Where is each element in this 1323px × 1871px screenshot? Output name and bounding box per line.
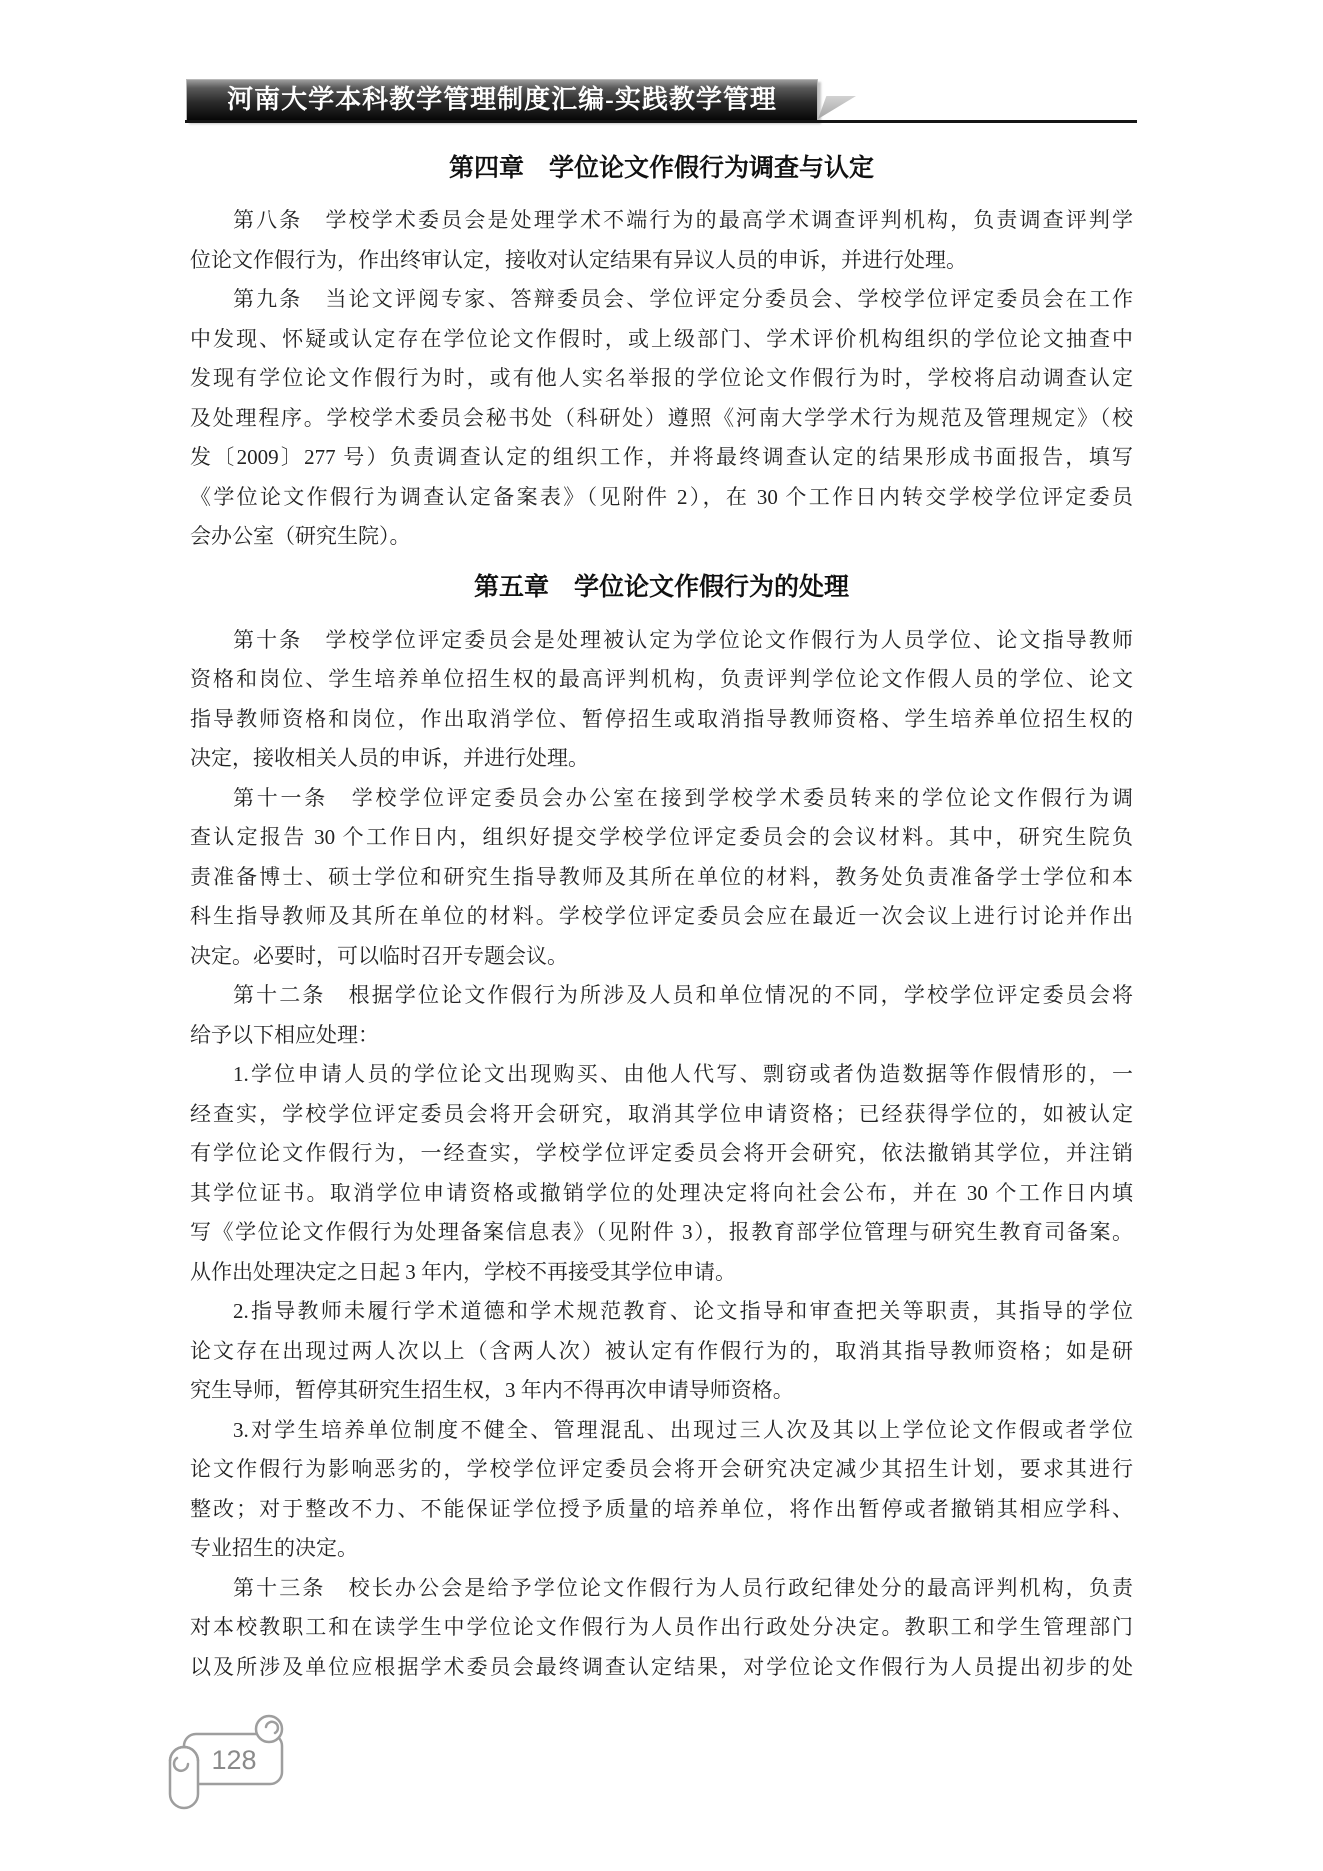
text-line: 第十一条 学校学位评定委员会办公室在接到学校学术委员转来的学位论文作假行为调 <box>233 785 1133 810</box>
text-line: 经查实，学校学位评定委员会将开会研究，取消其学位申请资格；已经获得学位的，如被认定 <box>190 1101 1133 1126</box>
chapter-5-title: 第五章 学位论文作假行为的处理 <box>473 572 849 601</box>
document-content <box>190 0 1133 1687</box>
text-line: 决定。必要时，可以临时召开专题会议。 <box>190 943 568 968</box>
text-line: 论文作假行为影响恶劣的，学校学位评定委员会将开会研究决定减少其招生计划，要求其进行 <box>190 1457 1133 1481</box>
text-line: 《学位论文作假行为调查认定备案表》（见附件 2），在 30 个工作日内转交学校学位评定委员 <box>190 484 1133 509</box>
text-line: 整改；对于整改不力、不能保证学位授予质量的培养单位，将作出暂停或者撤销其相应学科、 <box>190 1496 1133 1521</box>
text-line: 从作出处理决定之日起 3 年内，学校不再接受其学位申请。 <box>190 1259 736 1284</box>
text-line: 3.对学生培养单位制度不健全、管理混乱、出现过三人次及其以上学位论文作假或者学位 <box>233 1417 1133 1442</box>
text-line: 第八条 学校学术委员会是处理学术不端行为的最高学术调查评判机构，负责调查评判学 <box>233 208 1133 232</box>
text-line: 中发现、怀疑或认定存在学位论文作假时，或上级部门、学术评价机构组织的学位论文抽查中 <box>190 326 1133 351</box>
text-line: 第十三条 校长办公会是给予学位论文作假行为人员行政纪律处分的最高评判机构，负责 <box>233 1575 1133 1600</box>
text-line: 有学位论文作假行为，一经查实，学校学位评定委员会将开会研究，依法撤销其学位，并注销 <box>190 1141 1133 1165</box>
text-line: 第十条 学校学位评定委员会是处理被认定为学位论文作假行为人员学位、论文指导教师 <box>233 627 1133 652</box>
header-banner: 河南大学本科教学管理制度汇编-实践教学管理 <box>186 79 818 121</box>
text-line: 指导教师资格和岗位，作出取消学位、暂停招生或取消指导教师资格、学生培养单位招生权的 <box>190 706 1133 731</box>
text-line: 资格和岗位、学生培养单位招生权的最高评判机构，负责评判学位论文作假人员的学位、论文 <box>190 667 1133 691</box>
text-line: 专业招生的决定。 <box>190 1536 358 1560</box>
text-line: 对本校教职工和在读学生中学位论文作假行为人员作出行政处分决定。教职工和学生管理部门 <box>190 1615 1133 1639</box>
text-line: 其学位证书。取消学位申请资格或撤销学位的处理决定将向社会公布，并在 30 个工作日内填 <box>190 1180 1133 1205</box>
paragraph-article-10 <box>190 621 1133 779</box>
text-line: 查认定报告 30 个工作日内，组织好提交学校学位评定委员会的会议材料。其中，研究生院负 <box>190 825 1133 849</box>
text-line: 写《学位论文作假行为处理备案信息表》（见附件 3），报教育部学位管理与研究生教育司备案。 <box>190 1220 1133 1244</box>
chapter-4-title: 第四章 学位论文作假行为调查与认定 <box>448 154 874 182</box>
page-number-scroll-icon <box>166 1710 298 1812</box>
text-line: 及处理程序。学校学术委员会秘书处（科研处）遵照《河南大学学术行为规范及管理规定》（校 <box>190 405 1133 430</box>
paragraph-article-13 <box>190 1569 1133 1688</box>
page-number: 128 <box>211 1745 257 1775</box>
text-line: 论文存在出现过两人次以上（含两人次）被认定有作假行为的，取消其指导教师资格；如是研 <box>190 1338 1133 1363</box>
text-line: 2.指导教师未履行学术道德和学术规范教育、论文指导和审查把关等职责，其指导的学位 <box>233 1299 1133 1323</box>
paragraph-article-11 <box>190 779 1133 977</box>
text-line: 科生指导教师及其所在单位的材料。学校学位评定委员会应在最近一次会议上进行讨论并作出 <box>190 904 1133 928</box>
paragraph-item-2 <box>190 1292 1133 1411</box>
text-line: 位论文作假行为，作出终审认定，接收对认定结果有异议人员的申诉，并进行处理。 <box>190 247 967 272</box>
text-line: 发现有学位论文作假行为时，或有他人实名举报的学位论文作假行为时，学校将启动调查认定 <box>190 366 1133 390</box>
paragraph-article-9 <box>190 280 1133 557</box>
paragraph-article-12 <box>190 976 1133 1055</box>
text-line: 决定，接收相关人员的申诉，并进行处理。 <box>190 746 589 770</box>
paragraph-item-3 <box>190 1411 1133 1569</box>
text-line: 给予以下相应处理： <box>190 1022 379 1047</box>
text-line: 责准备博士、硕士学位和研究生指导教师及其所在单位的材料，教务处负责准备学士学位和本 <box>190 864 1133 889</box>
text-line: 究生导师，暂停其研究生招生权，3 年内不得再次申请导师资格。 <box>190 1378 794 1402</box>
text-line: 第十二条 根据学位论文作假行为所涉及人员和单位情况的不同，学校学位评定委员会将 <box>233 983 1133 1007</box>
text-line: 以及所涉及单位应根据学术委员会最终调查认定结果，对学位论文作假行为人员提出初步的处 <box>190 1654 1133 1679</box>
paragraph-item-1 <box>190 1055 1133 1292</box>
text-line: 1.学位申请人员的学位论文出现购买、由他人代写、剽窃或者伪造数据等作假情形的，一 <box>233 1062 1133 1086</box>
paragraph-article-8 <box>190 201 1133 280</box>
text-line: 会办公室（研究生院）。 <box>190 524 411 548</box>
text-line: 发〔2009〕277 号）负责调查认定的组织工作，并将最终调查认定的结果形成书面报告，填写 <box>190 445 1133 469</box>
text-line: 第九条 当论文评阅专家、答辩委员会、学位评定分委员会、学校学位评定委员会在工作 <box>233 287 1133 311</box>
